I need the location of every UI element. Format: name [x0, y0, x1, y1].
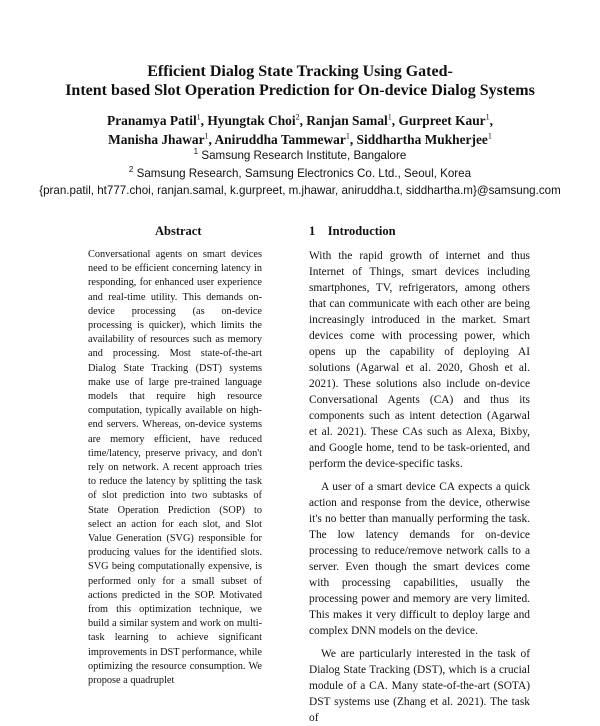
- author-line-2: Manisha Jhawar$^1$, Aniruddha Tammewar$^1$, Siddhartha Mukherjee$^1$: [108, 131, 492, 147]
- introduction-heading: [309, 224, 396, 239]
- author-name: Siddhartha Mukherjee: [356, 132, 488, 147]
- author-line-1: Pranamya Patil$^1$, Hyungtak Choi$^2$, Ranjan Samal$^1$, Gurpreet Kaur$^1$,: [107, 112, 493, 128]
- author-affiliation-mark: 2: [295, 112, 300, 122]
- author-affiliation-mark: 1: [485, 112, 490, 122]
- author-name: Manisha Jhawar: [108, 132, 205, 147]
- affiliation-number: 1: [193, 147, 199, 157]
- introduction-paragraph: We are particularly interested in the task of Dialog State Tracking (DST), which is a crucial module of a CA. Many state-of-the-art (SOTA) DST systems use (Zhang et al. 2021). The task of: [309, 648, 530, 724]
- abstract-paragraph: Conversational agents on smart devices need to be efficient concerning latency in responding, for enhanced user experience and real-time utility. This demands on-device processing (as on-device processing is quicker), which limits the availability of resources such as memory and processing. Most state-of-the-art Dialog State Tracking (DST) systems make use of large pre-trained language models that require high resource computation, typically available on high-end servers. Whereas, on-device systems are memory efficient, have reduced time/latency, preserve privacy, and don't rely on network. A recent approach tries to reduce the latency by splitting the task of slot prediction into two subtasks of State Operation Prediction (SOP) to select an action for each slot, and Slot Value Generation (SVG) responsible for producing values for the identified slots. SVG being computationally expensive, is performed only for a small subset of actions predicted in the SOP. Motivated from this optimization technique, we build a similar system and work on multi-task learning to achieve significant improvements in DST performance, while optimizing the resource consumption. We propose a quadruplet: [88, 249, 262, 687]
- author-affiliation-mark: 1: [204, 131, 209, 141]
- introduction-paragraph: With the rapid growth of internet and thus Internet of Things, smart devices including smartphones, TV, refrigerators, among others that can communicate with each other are being increasingly introduced in the market. Smart devices come with processing power, which opens up the capability of deploying AI solutions (Agarwal et al. 2020, Ghosh et al. 2021). These solutions also include on-device Conversational Agents (CA) and thus its components such as intent detection (Agarwal et al. 2021). These CAs such as Alexa, Bixby, and Google home, tend to be task-oriented, and perform the device-specific tasks.: [309, 250, 530, 470]
- author-affiliation-mark: 1: [196, 112, 201, 122]
- section-title: Introduction: [327, 224, 396, 238]
- introduction-paragraph: A user of a smart device CA expects a quick action and response from the device, otherwise it's no better than manually performing the task. The low latency demands for on-device processing to reduce/remove network calls to a server. Even though the smart devices come with processing capabilities, usually the processing power and memory are very limited. This makes it very difficult to deploy large and complex DNN models on the device.: [309, 481, 530, 637]
- affiliation-text: Samsung Research Institute, Bangalore: [201, 149, 407, 162]
- affiliation-number: 2: [128, 165, 134, 175]
- affiliation-text: Samsung Research, Samsung Electronics Co. Ltd., Seoul, Korea: [136, 167, 472, 180]
- introduction-body: [309, 248, 530, 726]
- author-affiliation-mark: 1: [387, 112, 392, 122]
- paper-title-line-1: Efficient Dialog State Tracking Using Gated-: [147, 63, 453, 80]
- affiliation-1: [20, 148, 580, 164]
- affiliation-2: [20, 166, 580, 182]
- author-name: Gurpreet Kaur: [398, 113, 486, 128]
- abstract-body: [88, 248, 262, 688]
- author-name: Pranamya Patil: [107, 113, 197, 128]
- author-name: Hyungtak Choi: [207, 113, 296, 128]
- abstract-heading: Abstract: [155, 224, 202, 238]
- author-name: Ranjan Samal: [306, 113, 388, 128]
- author-emails: {pran.patil, ht777.choi, ranjan.samal, k.gurpreet, m.jhawar, aniruddha.t, siddhartha.m}@samsung.com: [39, 184, 561, 197]
- paper-title-line-2: Intent based Slot Operation Prediction for On-device Dialog Systems: [65, 82, 535, 99]
- author-affiliation-mark: 1: [345, 131, 350, 141]
- section-number: 1: [309, 224, 316, 238]
- author-name: Aniruddha Tammewar: [214, 132, 346, 147]
- author-affiliation-mark: 1: [487, 131, 492, 141]
